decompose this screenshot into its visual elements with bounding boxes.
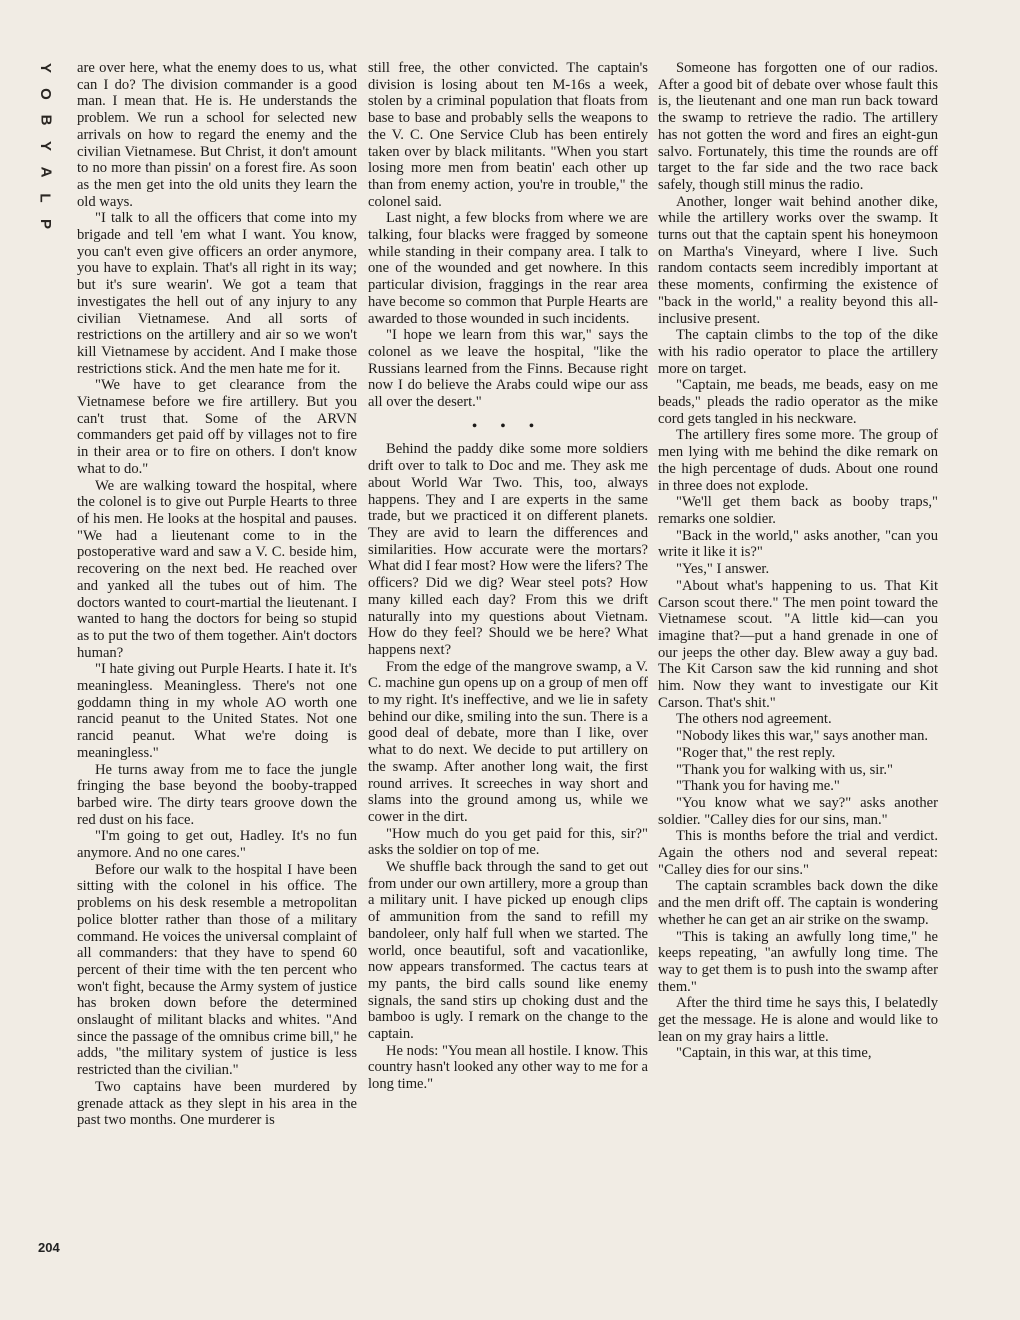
paragraph: "We'll get them back as booby traps," remarks one soldier. bbox=[658, 494, 938, 527]
paragraph: This is months before the trial and verdict. Again the others nod and several repeat: "Calley dies for our sins." bbox=[658, 828, 938, 878]
paragraph: "I'm going to get out, Hadley. It's no fun anymore. And no one cares." bbox=[77, 828, 357, 862]
paragraph: Someone has forgotten one of our radios. After a good bit of debate over whose fault this is, the lieutenant and one man run back toward the swamp to retrieve the radio. The artillery has not gotten the word and fires an eight-gun salvo. Fortunately, this time the rounds are off target to the far side and the two race back safely, though still minus the radio. bbox=[658, 60, 938, 193]
running-head-letter: Y bbox=[36, 62, 54, 74]
running-head-letter: A bbox=[37, 166, 54, 178]
paragraph: We are walking toward the hospital, where the colonel is to give out Purple Hearts to three of his men. He looks at the hospital and pauses. "We had a lieutenant come to in the postoperative ward and saw a V. C. beside him, recovering on the next bed. He reached over and yanked all the tubes out of him. The doctors wanted to court-martial the lieutenant. I wanted to hang the doctors for being so stupid as to put the two of them together. Ain't doctors human? bbox=[77, 477, 357, 661]
paragraph: "I talk to all the officers that come into my brigade and tell 'em what I want. You know, you can't even give officers an order anymore, you have to explain. That's all right in its way; but it's sure wearin'. We got a team that investigates the hell out of any injury to any civilian Vietnamese. And all sorts of restrictions on the artillery and air so we won't kill Vietnamese by accident. And I make those restrictions stick. And the men hate me for it. bbox=[77, 210, 357, 377]
paragraph: "This is taking an awfully long time," he keeps repeating, "an awfully long time. The way to get them is to push into the swamp after them." bbox=[658, 928, 938, 995]
paragraph: "Captain, me beads, me beads, easy on me beads," pleads the radio operator as the mike cord gets tangled in his neckware. bbox=[658, 377, 938, 427]
paragraph: The artillery fires some more. The group of men lying with me behind the dike remark on the high percentage of duds. About one round in three does not explode. bbox=[658, 427, 938, 494]
paragraph: "Captain, in this war, at this time, bbox=[676, 1045, 872, 1062]
paragraph: "How much do you get paid for this, sir?" asks the soldier on top of me. bbox=[368, 825, 648, 859]
running-head-letter: O bbox=[36, 88, 54, 100]
text-column-2 bbox=[368, 60, 648, 1093]
text-column-1 bbox=[77, 60, 357, 1129]
paragraph: Last night, a few blocks from where we are talking, four blacks were fragged by someone while standing in their company area. I talk to one of the wounded and get nowhere. In this particular division, fraggings in the rear area have become so common that Purple Hearts are awarded to those wounded in such incidents. bbox=[368, 210, 648, 327]
paragraph: "Back in the world," asks another, "can you write it like it is?" bbox=[658, 527, 938, 561]
paragraph: Before our walk to the hospital I have been sitting with the colonel in his office. The problems on his desk resemble a metropolitan police blotter rather than those of a military command. He voices the universal complaint of all commanders: that they have to spend 60 percent of their time with the ten percent who won't fight, because the Army system of justice has broken down before the determined onslaught of militant blacks and whites. "And since the passage of the omnibus crime bill," he adds, "the military system of justice is less restricted than the civilian." bbox=[77, 861, 357, 1079]
paragraph: Another, longer wait behind another dike, while the artillery works over the swamp. It turns out that the captain spent his honeymoon on Martha's Vineyard, where I live. Such random contacts seem incredibly important at these moments, confirming the existence of "back in the world," a reality beyond this all-inclusive present. bbox=[658, 193, 938, 327]
paragraph: Behind the paddy dike some more soldiers drift over to talk to Doc and me. They ask me about World War Two. This, too, always happens. They and I are experts in the same trade, but we practiced it on different planets. They are avid to learn the differences and similarities. How accurate were the mortars? What did I fear most? How were the lifers? The officers? Did we dig? Wear steel pots? How many killed each day? From this we drift naturally into my questions about Vietnam. How do they feel? Should we be here? What happens next? bbox=[368, 441, 648, 658]
paragraph: still free, the other convicted. The captain's division is losing about ten M-16s a week, stolen by a criminal population that floats from base to base and probably sells the weapons to the V. C. One Service Club has been entirely taken over by black militants. "When you start losing more men from beatin' each other up than from enemy action, you're in trouble," the colonel said. bbox=[368, 60, 648, 210]
paragraph: After the third time he says this, I belatedly get the message. He is alone and would like to lean on my gray hairs a little. bbox=[658, 995, 938, 1045]
paragraph: "Thank you for having me." bbox=[676, 778, 840, 795]
magazine-running-head bbox=[34, 58, 56, 234]
paragraph: "Roger that," the rest reply. bbox=[676, 744, 836, 761]
paragraph: The captain scrambles back down the dike and the men drift off. The captain is wondering whether he can get an air strike on the swamp. bbox=[658, 878, 938, 928]
paragraph: "We have to get clearance from the Vietnamese before we fire artillery. But you can't trust that. Some of the ARVN commanders get paid off by villages not to fire in their area or to fire on others. I don't know what to do." bbox=[77, 377, 357, 477]
paragraph: "I hope we learn from this war," says the colonel as we leave the hospital, "like the Russians learned from the Finns. Because right now I do believe the Arabs could wipe our ass all over the desert." bbox=[368, 327, 648, 411]
paragraph: The captain climbs to the top of the dike with his radio operator to place the artillery more on target. bbox=[658, 327, 938, 377]
paragraph: "Nobody likes this war," says another man. bbox=[676, 728, 929, 745]
paragraph: The others nod agreement. bbox=[676, 711, 832, 728]
paragraph: "I hate giving out Purple Hearts. I hate it. It's meaningless. Meaningless. There's not one goddamn thing in my whole AO worth one rancid peanut to the United States. Not one rancid peanut. What we're doing is meaningless." bbox=[77, 661, 357, 761]
paragraph: He turns away from me to face the jungle fringing the base beyond the booby-trapped barbed wire. The dirty tears groove down the red dust on his face. bbox=[77, 761, 357, 828]
running-head-letter: Y bbox=[36, 140, 54, 152]
page-number: 204 bbox=[38, 1240, 60, 1255]
paragraph: He nods: "You mean all hostile. I know. This country hasn't looked any other way to me for a long time." bbox=[368, 1042, 648, 1093]
paragraph: "About what's happening to us. That Kit Carson scout there." The men point toward the Vietnamese scout. "A little kid—can you imagine that?—put a hand grenade in one of our jeeps the other day. Blew away a guy bad. The Kit Carson saw the kid running and shot him. Now they want to investigate our Kit Carson. That's shit." bbox=[658, 577, 938, 711]
section-separator: • • • bbox=[472, 418, 544, 434]
paragraph: are over here, what the enemy does to us, what can I do? The division commander is a good man. I mean that. He is. He understands the problem. We run a school for selected new arrivals on how to regard the enemy and the civilian Vietnamese. But Christ, it don't amount to no more than pissin' on a forest fire. As soon as the men get into the old units they learn the old ways. bbox=[77, 60, 357, 210]
paragraph: "You know what we say?" asks another soldier. "Calley dies for our sins, man." bbox=[658, 794, 938, 828]
running-head-letter: P bbox=[36, 218, 54, 230]
paragraph: From the edge of the mangrove swamp, a V. C. machine gun opens up on a group of men off to my right. It's ineffective, and we lie in safety behind our dike, smiling into the sun. There is a good deal of debate, more than I like, over what to do next. We decide to put artillery on the swamp. After another long wait, the first round arrives. It screeches in way short and slams into the ground among us, while we cower in the dirt. bbox=[368, 658, 648, 825]
paragraph: Two captains have been murdered by grenade attack as they slept in his area in the past two months. One murderer is bbox=[77, 1078, 357, 1129]
text-column-3 bbox=[658, 60, 938, 1062]
paragraph: "Yes," I answer. bbox=[676, 561, 770, 578]
paragraph: We shuffle back through the sand to get out from under our own artillery, more a group than a military unit. I have picked up enough clips of ammunition from the sand to refill my bandoleer, only half full when we started. The world, once beautiful, soft and vacationlike, now appears transformed. The cactus tears at my pants, the bird calls sound like enemy signals, the sand stirs up choking dust and the bamboo is ugly. I remark on the change to the captain. bbox=[368, 859, 648, 1043]
running-head-letter: B bbox=[37, 114, 54, 126]
running-head-letter: L bbox=[36, 193, 54, 203]
paragraph: "Thank you for walking with us, sir." bbox=[676, 761, 894, 778]
